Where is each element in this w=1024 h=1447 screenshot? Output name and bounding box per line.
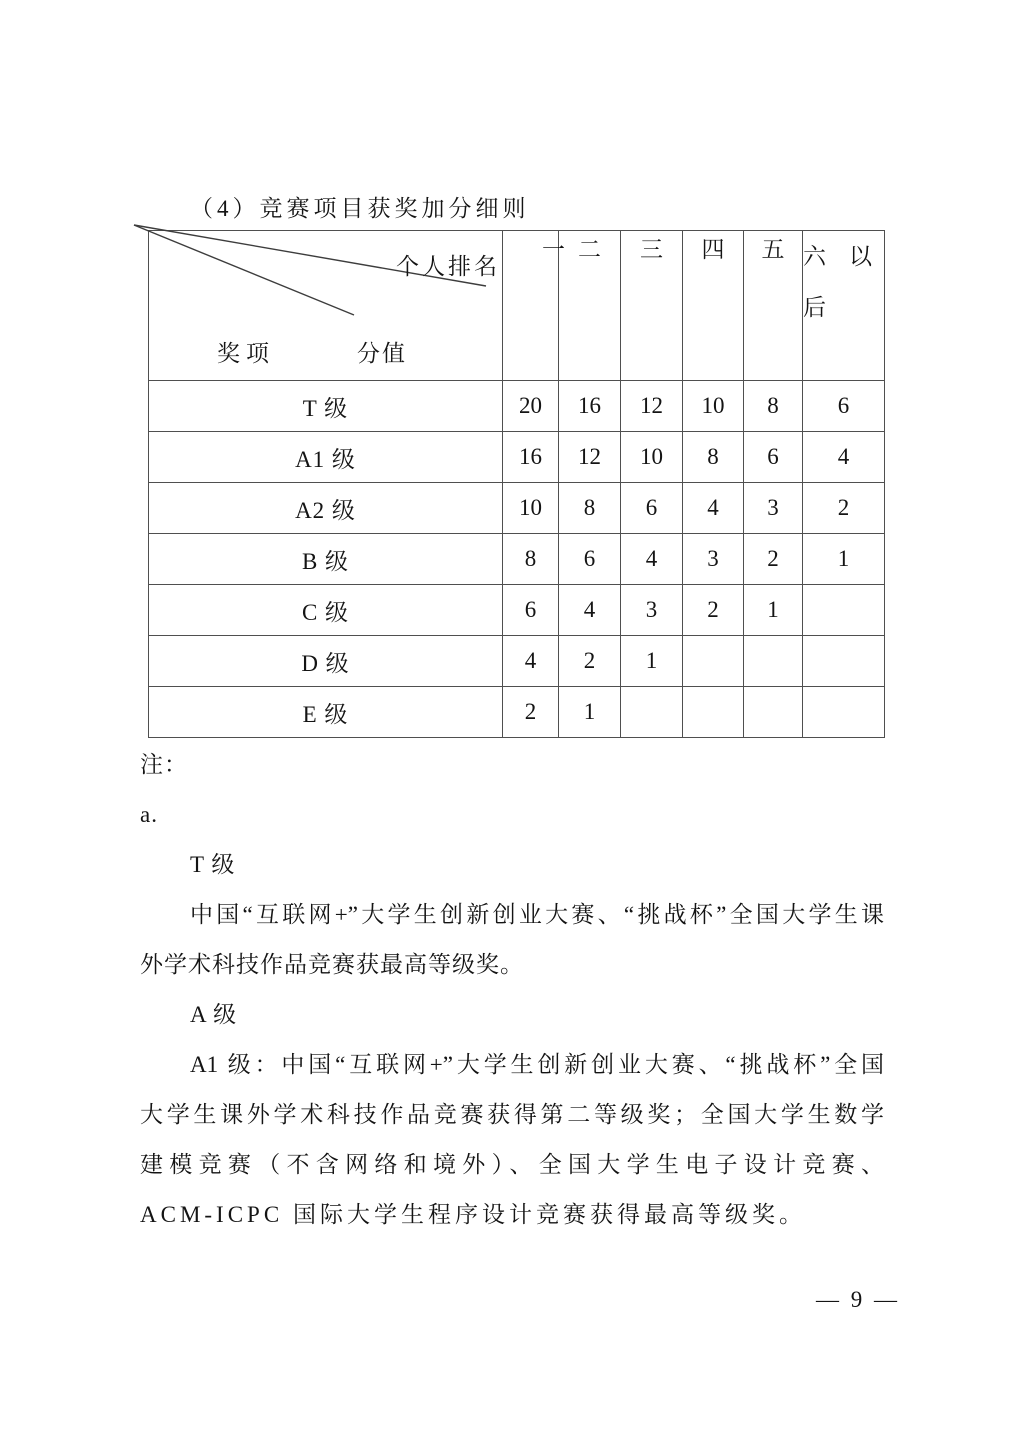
rank-header-4: 四: [683, 231, 744, 381]
table-header-row: [149, 231, 885, 381]
score-table: [148, 230, 885, 738]
note-a1-grade-text-line4: ACM-ICPC 国际大学生程序设计竞赛获得最高等级奖。: [140, 1202, 806, 1227]
score-cell: 1: [803, 534, 885, 585]
grade-label-cell: A2 级: [149, 483, 503, 534]
page-number: — 9 —: [816, 1287, 897, 1312]
grade-label-cell: B 级: [149, 534, 503, 585]
score-cell: 8: [683, 432, 744, 483]
score-cell: 4: [683, 483, 744, 534]
table-row: [149, 534, 885, 585]
score-cell: [803, 585, 885, 636]
score-cell: [803, 687, 885, 738]
score-cell: 2: [683, 585, 744, 636]
note-t-grade-text-line2: 外学术科技作品竞赛获最高等级奖。: [140, 952, 524, 977]
corner-label-score: 分值: [357, 341, 407, 366]
score-cell: 6: [744, 432, 803, 483]
grade-label-cell: D 级: [149, 636, 503, 687]
score-cell: [744, 687, 803, 738]
score-cell: [683, 636, 744, 687]
score-cell: 12: [621, 381, 683, 432]
rank-header-3: 三: [621, 231, 683, 381]
table-row: [149, 585, 885, 636]
score-cell: 6: [559, 534, 621, 585]
grade-label-cell: T 级: [149, 381, 503, 432]
rank-header-6-and-after: 六 以 后: [803, 231, 885, 381]
score-cell: 8: [744, 381, 803, 432]
grade-label-cell: C 级: [149, 585, 503, 636]
score-cell: 3: [683, 534, 744, 585]
score-cell: 4: [559, 585, 621, 636]
score-cell: 8: [503, 534, 559, 585]
score-cell: 4: [503, 636, 559, 687]
diagonal-corner-cell: [149, 231, 503, 381]
grade-label-cell: E 级: [149, 687, 503, 738]
score-cell: 12: [559, 432, 621, 483]
score-cell: [621, 687, 683, 738]
score-cell: 1: [559, 687, 621, 738]
score-cell: 1: [744, 585, 803, 636]
corner-label-ranking: 个人排名: [396, 254, 500, 279]
score-cell: 3: [744, 483, 803, 534]
score-cell: 2: [503, 687, 559, 738]
note-a-grade-heading: A 级: [190, 1002, 238, 1027]
grade-label-cell: A1 级: [149, 432, 503, 483]
table-row: [149, 381, 885, 432]
rank-header-2: 二: [559, 231, 621, 381]
score-cell: 6: [803, 381, 885, 432]
score-cell: 2: [559, 636, 621, 687]
note-a1-grade-text-line1: A1 级：中国“互联网+”大学生创新创业大赛、“挑战杯”全国: [190, 1052, 884, 1077]
score-cell: 8: [559, 483, 621, 534]
score-cell: 4: [803, 432, 885, 483]
score-cell: 2: [744, 534, 803, 585]
score-cell: 1: [621, 636, 683, 687]
score-cell: [744, 636, 803, 687]
score-cell: 10: [683, 381, 744, 432]
score-cell: 16: [559, 381, 621, 432]
score-cell: [683, 687, 744, 738]
score-cell: 10: [621, 432, 683, 483]
table-row: [149, 432, 885, 483]
note-t-grade-text-line1: 中国“互联网+”大学生创新创业大赛、“挑战杯”全国大学生课: [190, 902, 884, 927]
score-cell: 6: [503, 585, 559, 636]
note-a1-grade-text-line2: 大学生课外学术科技作品竞赛获得第二等级奖；全国大学生数学: [140, 1102, 884, 1127]
section-title: （4）竞赛项目获奖加分细则: [190, 196, 530, 221]
table-row: [149, 483, 885, 534]
score-cell: [803, 636, 885, 687]
table-row: [149, 636, 885, 687]
score-cell: 20: [503, 381, 559, 432]
note-a1-grade-text-line3: 建模竞赛（不含网络和境外）、全国大学生电子设计竞赛、: [140, 1152, 884, 1177]
rank-header-5: 五: [744, 231, 803, 381]
rank-header-1: 一: [503, 231, 559, 381]
corner-label-award: 奖项: [217, 341, 275, 366]
score-cell: 3: [621, 585, 683, 636]
table-row: [149, 687, 885, 738]
score-cell: 6: [621, 483, 683, 534]
score-cell: 16: [503, 432, 559, 483]
score-cell: 4: [621, 534, 683, 585]
score-cell: 2: [803, 483, 885, 534]
note-label: 注：: [140, 752, 188, 777]
note-item-a: a.: [140, 802, 158, 827]
note-t-grade-heading: T 级: [190, 852, 236, 877]
score-cell: 10: [503, 483, 559, 534]
notes-section: [140, 740, 884, 1240]
